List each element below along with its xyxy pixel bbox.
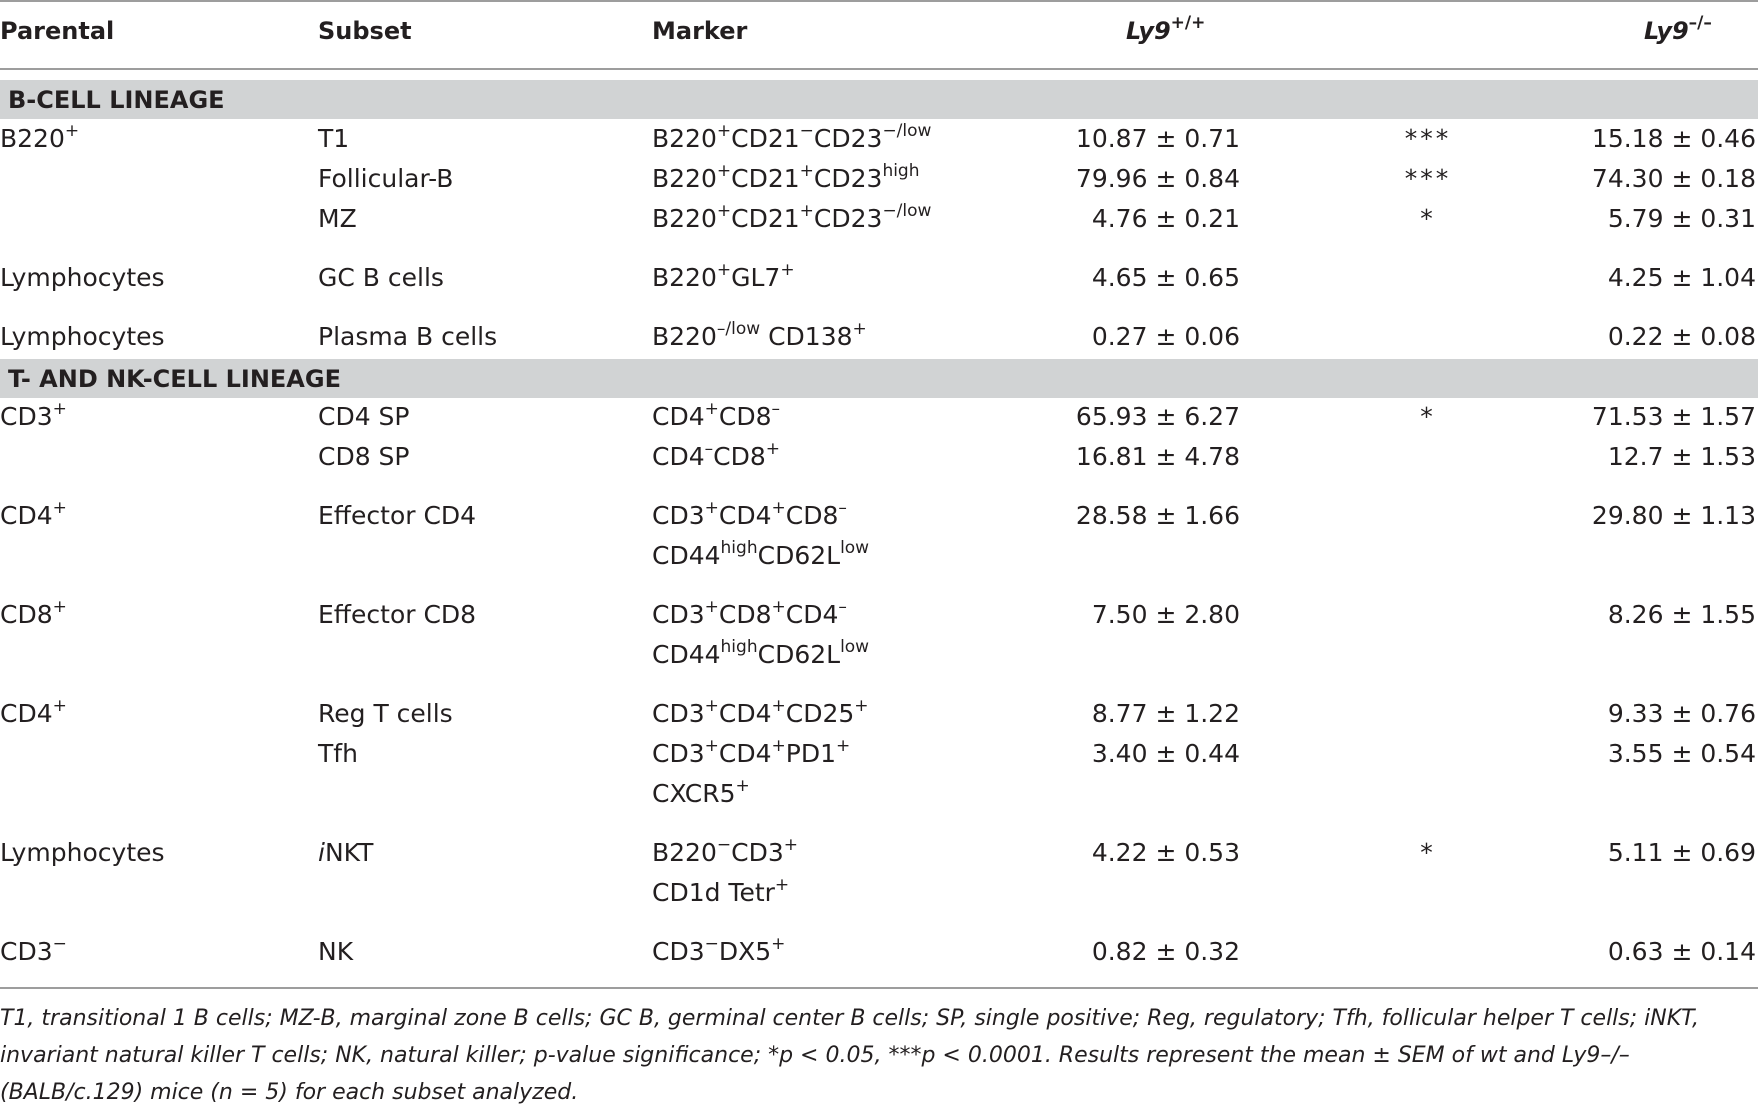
cell-significance: ***	[1404, 124, 1452, 153]
marker-line: CD3−DX5+	[652, 933, 786, 966]
cell-ly9-wt: 8.77 ± 1.22	[1091, 699, 1240, 728]
marker-line: $B220^+CD21^-CD23^{-/low}$	[652, 120, 932, 153]
marker-line: CXCR5+	[652, 775, 750, 808]
cell-subset: CD8 SP	[318, 442, 410, 471]
cell-ly9-wt: 4.65 ± 0.65	[1091, 263, 1240, 292]
cell-marker	[652, 122, 931, 156]
cell-subset: NK	[318, 937, 354, 966]
table-footnote: T1, transitional 1 B cells; MZ-B, marginal zone B cells; GC B, germinal center B cells; SP, single positive; Reg, regulatory; Tfh, follicular helper T cells; iNKT, invariant natural killer T cells; NK, natural killer; p-value significance; *p < 0.05, ***p < 0.0001. Results represent the mean ± SEM of wt and Ly9–/– (BALB/c.129) mice (n = 5) for each subset analyzed.	[0, 1006, 1699, 1105]
cell-ly9-wt: 65.93 ± 6.27	[1075, 402, 1240, 431]
marker-line: $B220^+CD21^+CD23^{-/low}$	[652, 200, 932, 233]
cell-subset: Plasma B cells	[318, 322, 498, 351]
cell-significance: *	[1420, 838, 1436, 867]
marker-line: B220−CD3+	[652, 834, 798, 867]
cell-parental: CD4+	[0, 695, 67, 728]
cell-ly9-ko: 9.33 ± 0.76	[1607, 699, 1756, 728]
cell-marker	[652, 202, 931, 236]
cell-subset: Effector CD8	[318, 600, 477, 629]
header-ly9-ko: Ly9–/–	[1644, 13, 1712, 45]
cell-subset: GC B cells	[318, 263, 444, 292]
cell-marker	[652, 261, 795, 295]
cell-ly9-wt: 0.82 ± 0.32	[1091, 937, 1240, 966]
section-b-cell-title: B-CELL LINEAGE	[8, 86, 225, 114]
cell-marker	[652, 496, 869, 576]
marker-line: CD3+CD4+CD8–	[652, 497, 847, 530]
marker-line: B220+GL7+	[652, 259, 795, 292]
cell-marker	[652, 935, 785, 969]
cell-ly9-ko: 74.30 ± 0.18	[1591, 164, 1756, 193]
cell-ly9-wt: 10.87 ± 0.71	[1075, 124, 1240, 153]
cell-marker	[652, 400, 780, 434]
cell-ly9-ko: 71.53 ± 1.57	[1591, 402, 1756, 431]
cell-marker	[652, 595, 869, 675]
cell-subset: Tfh	[318, 739, 358, 768]
marker-line: $B220^+CD21^+CD23^{high}$	[652, 160, 920, 193]
marker-line: CD4+CD8–	[652, 398, 780, 431]
cell-subset: MZ	[318, 204, 357, 233]
marker-line: $CD44^{high}CD62L^{low}$	[652, 537, 870, 570]
cell-significance: ***	[1404, 164, 1452, 193]
cell-parental: CD4+	[0, 497, 67, 530]
cell-subset: T1	[318, 124, 350, 153]
cell-ly9-ko: 5.11 ± 0.69	[1607, 838, 1756, 867]
header-subset: Subset	[318, 17, 412, 45]
cell-ly9-wt: 4.76 ± 0.21	[1091, 204, 1240, 233]
cell-significance: *	[1420, 204, 1436, 233]
header-rule	[0, 68, 1758, 70]
cell-marker	[652, 833, 798, 913]
cell-ly9-ko: 12.7 ± 1.53	[1607, 442, 1756, 471]
cell-subset: Effector CD4	[318, 501, 477, 530]
cell-ly9-ko: 29.80 ± 1.13	[1591, 501, 1756, 530]
marker-line: $B220^{-/low}$ CD138+	[652, 318, 867, 351]
cell-subset: iNKT	[318, 838, 374, 867]
marker-line: CD4–CD8+	[652, 438, 780, 471]
cell-parental: CD8+	[0, 596, 67, 629]
marker-line: CD3+CD4+PD1+	[652, 735, 851, 768]
cell-ly9-wt: 4.22 ± 0.53	[1091, 838, 1240, 867]
marker-line: CD3+CD4+CD25+	[652, 695, 869, 728]
section-t-nk-title: T- AND NK-CELL LINEAGE	[8, 365, 341, 393]
marker-line: CD1d Tetr+	[652, 874, 790, 907]
cell-subset: Reg T cells	[318, 699, 453, 728]
cell-ly9-wt: 0.27 ± 0.06	[1091, 322, 1240, 351]
cell-subset: Follicular-B	[318, 164, 454, 193]
header-parental: Parental	[0, 17, 115, 45]
header-marker: Marker	[652, 17, 748, 45]
cell-parental: CD3+	[0, 398, 67, 431]
cell-significance: *	[1420, 402, 1436, 431]
cell-ly9-ko: 0.63 ± 0.14	[1607, 937, 1756, 966]
cell-ly9-wt: 16.81 ± 4.78	[1075, 442, 1240, 471]
section-b-cell	[0, 80, 1758, 119]
cell-ly9-wt: 7.50 ± 2.80	[1091, 600, 1240, 629]
bottom-rule	[0, 987, 1758, 989]
cell-marker	[652, 734, 850, 814]
cell-ly9-ko: 8.26 ± 1.55	[1607, 600, 1756, 629]
cell-ly9-ko: 3.55 ± 0.54	[1607, 739, 1756, 768]
cell-parental: Lymphocytes	[0, 263, 165, 292]
cell-parental: B220+	[0, 120, 80, 153]
cell-marker	[652, 162, 920, 196]
marker-line: CD3+CD8+CD4–	[652, 596, 847, 629]
cell-marker	[652, 440, 780, 474]
cell-ly9-ko: 4.25 ± 1.04	[1607, 263, 1756, 292]
cell-parental: Lymphocytes	[0, 838, 165, 867]
cell-ly9-ko: 15.18 ± 0.46	[1591, 124, 1756, 153]
top-rule	[0, 0, 1758, 2]
cell-subset: CD4 SP	[318, 402, 410, 431]
cell-parental: Lymphocytes	[0, 322, 165, 351]
cell-parental: CD3−	[0, 933, 67, 966]
cell-ly9-ko: 5.79 ± 0.31	[1607, 204, 1756, 233]
cell-marker	[652, 697, 869, 731]
cell-ly9-ko: 0.22 ± 0.08	[1607, 322, 1756, 351]
section-t-nk	[0, 359, 1758, 398]
marker-line: $CD44^{high}CD62L^{low}$	[652, 636, 870, 669]
cell-ly9-wt: 79.96 ± 0.84	[1075, 164, 1240, 193]
cell-ly9-wt: 28.58 ± 1.66	[1075, 501, 1240, 530]
header-ly9-wt: Ly9+/+	[1126, 13, 1206, 45]
cell-marker	[652, 320, 867, 354]
cell-ly9-wt: 3.40 ± 0.44	[1091, 739, 1240, 768]
